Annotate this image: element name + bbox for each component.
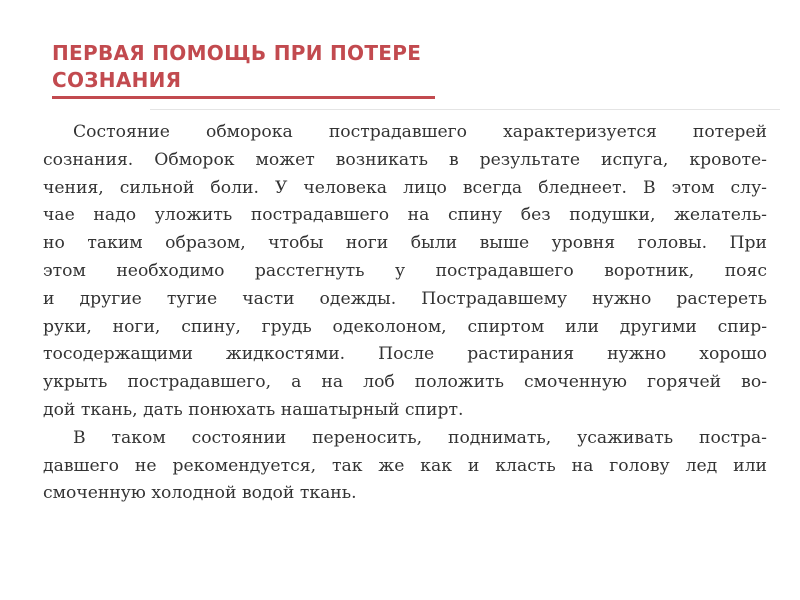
divider-line — [150, 109, 780, 110]
text-line: сознания. Обморок может возникать в результате испуга, кровоте- — [43, 149, 767, 170]
text-line: дой ткань, дать понюхать нашатырный спирт. — [43, 399, 464, 420]
text-line: этом необходимо расстегнуть у пострадавшего воротник, пояс — [43, 260, 767, 281]
paragraph-1 — [43, 119, 767, 425]
text-line: Состояние обморока пострадавшего характеризуется потерей — [73, 122, 767, 142]
text-line: чае надо уложить пострадавшего на спину без подушки, желатель- — [43, 205, 767, 226]
text-line: но таким образом, чтобы ноги были выше уровня головы. При — [43, 233, 767, 254]
paragraph-2 — [43, 425, 767, 508]
text-line: смоченную холодной водой ткань. — [43, 483, 357, 504]
text-line: давшего не рекомендуется, так же как и класть на голову лед или — [43, 455, 767, 476]
text-line: тосодержащими жидкостями. После растирания нужно хорошо — [43, 344, 767, 365]
text-line: укрыть пострадавшего, а на лоб положить смоченную горячей во- — [43, 372, 767, 393]
text-line: В таком состоянии переносить, поднимать, усаживать постра- — [73, 427, 767, 448]
heading-underline — [52, 96, 435, 99]
article-body — [43, 119, 767, 508]
heading-line-2: СОЗНАНИЯ — [52, 68, 182, 92]
text-line: чения, сильной боли. У человека лицо всегда бледнеет. В этом слу- — [43, 177, 767, 198]
section-heading — [52, 40, 442, 94]
text-line: руки, ноги, спину, грудь одеколоном, спиртом или другими спир- — [43, 316, 767, 337]
heading-line-1: ПЕРВАЯ ПОМОЩЬ ПРИ ПОТЕРЕ — [52, 41, 422, 65]
text-line: и другие тугие части одежды. Пострадавшему нужно растереть — [43, 288, 767, 309]
